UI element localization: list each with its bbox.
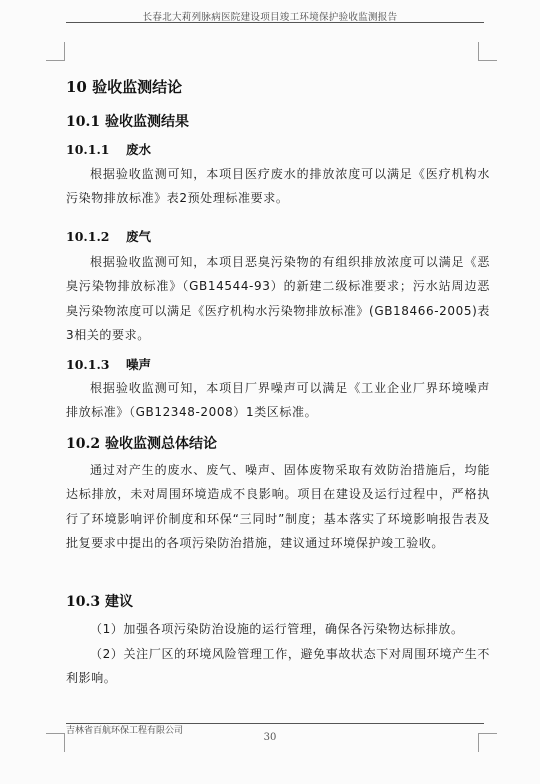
section-heading-10-3: 10.3 建议 bbox=[66, 594, 133, 610]
paragraph-wastewater: 根据验收监测可知，本项目医疗废水的排放浓度可以满足《医疗机构水污染物排放标准》表2预处理标准要求。 bbox=[66, 167, 490, 206]
crop-mark-top-left bbox=[46, 42, 65, 61]
header-rule bbox=[66, 22, 484, 23]
page-number: 30 bbox=[263, 732, 277, 743]
paragraph-noise: 根据验收监测可知，本项目厂界噪声可以满足《工业企业厂界环境噪声排放标准》（GB12348-2008）1类区标准。 bbox=[66, 381, 490, 420]
subsection-number: 10.1.1 bbox=[66, 142, 110, 157]
subsection-heading-gas bbox=[66, 227, 151, 245]
subsection-heading-wastewater bbox=[66, 140, 151, 158]
subsection-number: 10.1.3 bbox=[66, 357, 110, 372]
footer-company: 吉林省百航环保工程有限公司 bbox=[66, 726, 184, 736]
paragraph-gas: 根据验收监测可知，本项目恶臭污染物的有组织排放浓度可以满足《恶臭污染物排放标准》（GB14544-93）的新建二级标准要求；污水站周边恶臭污染物浓度可以满足《医疗机构水污染物排放标准》(GB18466-2005)表3相关的要求。 bbox=[66, 255, 490, 342]
subsection-title: 噪声 bbox=[126, 357, 152, 372]
crop-mark-top-right bbox=[478, 42, 497, 61]
paragraph-suggestion-2: （2）关注厂区的环境风险管理工作，避免事故状态下对周围环境产生不利影响。 bbox=[66, 647, 490, 686]
subsection-number: 10.1.2 bbox=[66, 229, 110, 244]
paragraph-suggestion-1: （1）加强各项污染防治设施的运行管理，确保各污染物达标排放。 bbox=[90, 622, 464, 636]
chapter-heading: 10 验收监测结论 bbox=[66, 78, 183, 96]
running-header: 长春北大莉列脉病医院建设项目竣工环境保护验收监测报告 bbox=[142, 12, 398, 23]
section-heading-10-1: 10.1 验收监测结果 bbox=[66, 114, 189, 130]
subsection-heading-noise bbox=[66, 355, 151, 373]
paragraph-overall-conclusion: 通过对产生的废水、废气、噪声、固体废物采取有效防治措施后，均能达标排放，未对周围环境造成不良影响。项目在建设及运行过程中，严格执行了环境影响评价制度和环保“三同时”制度；基本落实了环境影响报告表及批复要求中提出的各项污染防治措施，建议通过环境保护竣工验收。 bbox=[66, 463, 490, 550]
section-heading-10-2: 10.2 验收监测总体结论 bbox=[66, 436, 217, 452]
subsection-title: 废水 bbox=[126, 142, 152, 157]
subsection-title: 废气 bbox=[126, 229, 152, 244]
